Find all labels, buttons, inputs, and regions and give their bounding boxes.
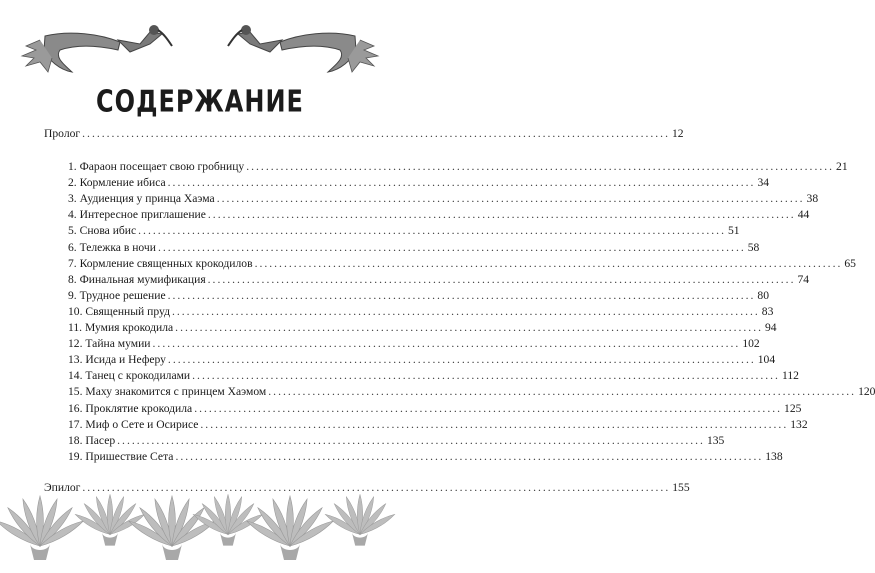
toc-label: 13. Исида и Неферу [68, 353, 166, 367]
flying-ibis-right-icon [228, 25, 378, 72]
toc-page-number: 51 [727, 224, 740, 238]
dot-leader: ........................................................................................................................ [192, 369, 780, 383]
dot-leader: ........................................................................................................................ [254, 256, 843, 270]
toc-label: 16. Проклятие крокодила [68, 401, 193, 415]
toc-page-number: 125 [784, 401, 802, 415]
lotus-ornament-icon [192, 494, 264, 545]
toc-chapter-row[interactable] [44, 320, 777, 336]
dot-leader: ........................................................................................................................ [157, 240, 746, 254]
toc-label: Эпилог [44, 480, 81, 494]
toc-label: 11. Мумия крокодила [68, 321, 174, 335]
chapter-list [44, 159, 875, 465]
toc-page-number: 44 [797, 208, 810, 222]
toc-chapter-row[interactable] [44, 449, 783, 465]
lotus-ornament-icon [74, 494, 146, 545]
toc-label: 10. Священный пруд [68, 304, 170, 318]
toc-page-number: 74 [797, 272, 810, 286]
lotus-ornament-icon [0, 496, 85, 560]
toc-chapter-row[interactable] [44, 272, 810, 288]
dot-leader: ........................................................................................................................ [167, 353, 756, 367]
toc-page-number: 83 [761, 304, 774, 318]
toc-page-number: 21 [836, 160, 848, 174]
toc-page-number: 12 [671, 127, 684, 140]
dot-leader: ........................................................................................................................ [246, 160, 835, 174]
dot-leader: ........................................................................................................................ [152, 337, 741, 351]
toc-chapter-row[interactable] [44, 368, 799, 384]
toc-prologue[interactable] [44, 126, 684, 142]
toc-label: 7. Кормление священных крокодилов [68, 256, 253, 270]
toc-label: 12. Тайна мумии [68, 337, 151, 351]
toc-label: 3. Аудиенция у принца Хаэма [68, 192, 215, 206]
dot-leader: ........................................................................................................................ [175, 449, 764, 463]
toc-label: 4. Интересное приглашение [68, 208, 206, 222]
toc-page-number: 138 [765, 449, 783, 463]
toc-label: 15. Маху знакомится с принцем Хаэмом [68, 385, 267, 399]
toc-page-number: 34 [757, 176, 770, 190]
toc-page-number: 102 [742, 337, 760, 351]
toc-page-number: 104 [757, 353, 776, 367]
table-of-contents [44, 126, 875, 496]
toc-label: 6. Тележка в ночи [68, 240, 156, 254]
flying-ibis-left-icon [22, 25, 172, 72]
page-title: СОДЕРЖАНИЕ [96, 84, 304, 119]
toc-chapter-row[interactable] [44, 191, 819, 207]
toc-chapter-row[interactable] [44, 352, 776, 368]
dot-leader: ........................................................................................................................ [216, 192, 805, 206]
toc-label: 2. Кормление ибиса [68, 176, 166, 190]
dot-leader: ........................................................................................................................ [207, 208, 796, 222]
dot-leader: ........................................................................................................................ [200, 417, 789, 431]
dot-leader: ........................................................................................................................ [194, 401, 783, 415]
toc-chapter-row[interactable] [44, 240, 760, 256]
lotus-ornament-icon [245, 496, 335, 560]
toc-chapter-row[interactable] [44, 256, 856, 272]
dot-leader: ........................................................................................................................ [207, 272, 796, 286]
toc-chapter-row[interactable] [44, 417, 808, 433]
toc-label: 18. Пасер [68, 433, 116, 447]
toc-page-number: 132 [790, 417, 808, 431]
lotus-ornament-icon [324, 494, 396, 545]
toc-page-number: 120 [858, 385, 875, 399]
dot-leader: ........................................................................................................................ [171, 304, 760, 318]
dot-leader: ........................................................................................................................ [167, 176, 756, 190]
spacer [44, 142, 348, 159]
toc-page-number: 155 [672, 480, 690, 494]
toc-page-number: 80 [757, 288, 770, 302]
toc-label: 17. Миф о Сете и Осирисе [68, 417, 199, 431]
toc-label: 9. Трудное решение [68, 288, 166, 302]
toc-label: 1. Фараон посещает свою гробницу [68, 160, 245, 174]
toc-page-number: 65 [844, 256, 856, 270]
toc-chapter-row[interactable] [44, 336, 760, 352]
toc-label: 14. Танец с крокодилами [68, 369, 191, 383]
dot-leader: ........................................................................................................................ [82, 480, 671, 494]
dot-leader: ........................................................................................................................ [167, 288, 756, 302]
toc-chapter-row[interactable] [44, 288, 770, 304]
toc-page-number: 58 [747, 240, 760, 254]
dot-leader: ........................................................................................................................ [175, 321, 763, 335]
toc-page-number: 112 [781, 369, 799, 383]
toc-chapter-row[interactable] [44, 223, 740, 239]
toc-label: Пролог [44, 127, 81, 140]
toc-page-number: 38 [806, 192, 819, 206]
toc-page-number: 135 [706, 433, 725, 447]
toc-chapter-row[interactable] [44, 401, 802, 417]
dot-leader: ........................................................................................................................ [138, 224, 726, 238]
toc-chapter-row[interactable] [44, 175, 770, 191]
dot-leader: ........................................................................................................................ [117, 433, 705, 447]
toc-label: 8. Финальная мумификация [68, 272, 206, 286]
toc-chapter-row[interactable] [44, 384, 875, 400]
toc-chapter-row[interactable] [44, 159, 848, 175]
toc-chapter-row[interactable] [44, 304, 774, 320]
dot-leader: ........................................................................................................................ [82, 127, 670, 140]
dot-leader: ........................................................................................................................ [268, 385, 857, 399]
spacer [44, 465, 348, 480]
toc-label: 19. Пришествие Сета [68, 449, 174, 463]
toc-page-number: 94 [764, 321, 777, 335]
toc-chapter-row[interactable] [44, 207, 810, 223]
toc-chapter-row[interactable] [44, 433, 725, 449]
footer-ornament [0, 488, 400, 573]
toc-label: 5. Снова ибис [68, 224, 137, 238]
